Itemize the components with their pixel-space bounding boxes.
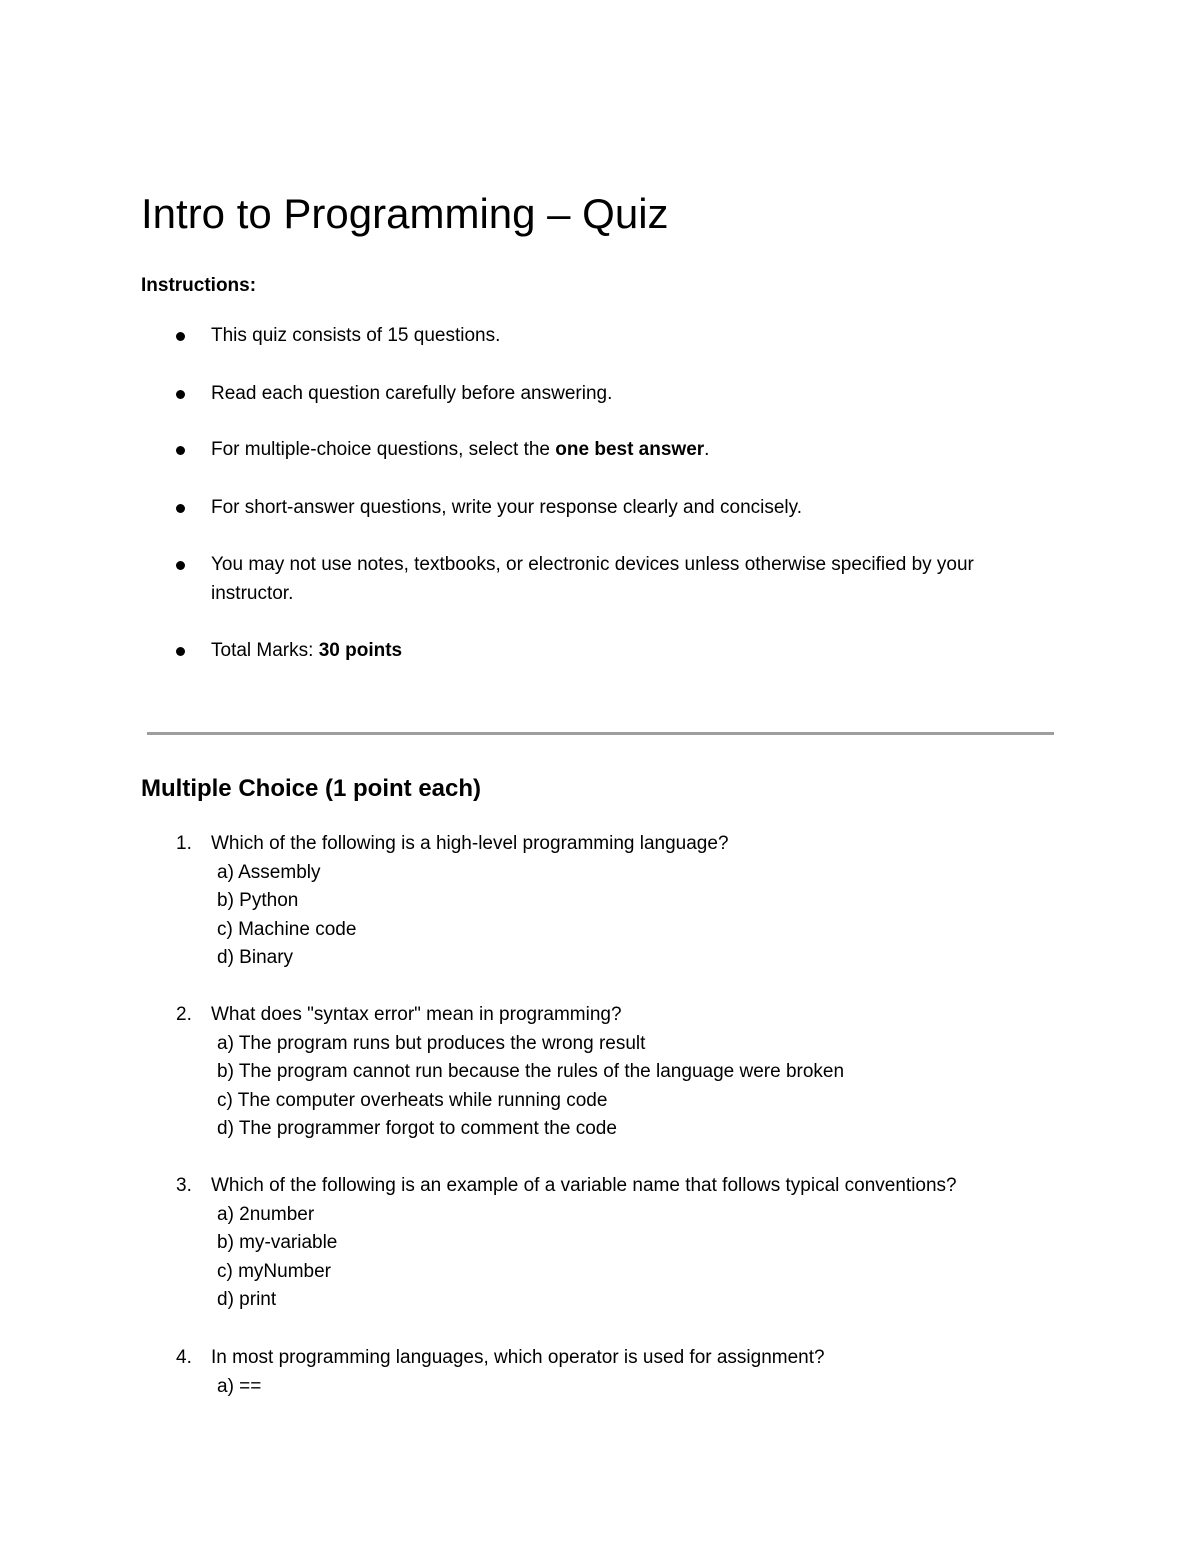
answer-option: d) Binary [217,947,294,969]
instruction-item [176,380,1056,409]
question-text: In most programming languages, which operator is used for assignment? [211,1347,825,1368]
answer-options [170,1030,1070,1144]
bullet-dot-icon [176,504,185,513]
answer-option: a) The program runs but produces the wrong result [217,1032,646,1054]
question-item [170,1001,1070,1144]
question-text: Which of the following is an example of a variable name that follows typical conventions? [211,1175,957,1196]
question-number: 3. [176,1175,192,1196]
answer-option: a) == [217,1375,262,1397]
instruction-item [176,494,1056,523]
answer-option: b) Python [217,890,299,912]
section-divider [147,732,1054,735]
instruction-text-part: . [704,439,710,460]
instruction-text-part: Total Marks: [211,640,319,661]
answer-option: d) The programmer forgot to comment the code [217,1118,617,1140]
instruction-item [176,322,1056,351]
question-text: What does "syntax error" mean in programming? [211,1004,622,1025]
section-heading: Multiple Choice (1 point each) [141,775,482,802]
instruction-text-part: You may not use notes, textbooks, or electronic devices unless otherwise specified by your instructor. [211,554,974,604]
question-item [170,1172,1070,1315]
instruction-text-part: This quiz consists of 15 questions. [211,325,501,346]
answer-option: b) The program cannot run because the rules of the language were broken [217,1061,845,1083]
answer-options [170,1373,1070,1402]
instruction-text [211,637,1056,666]
instruction-item [176,637,1056,666]
answer-option: a) Assembly [217,861,321,883]
answer-option: c) The computer overheats while running code [217,1089,608,1111]
instruction-text [211,380,1056,409]
instruction-item [176,551,1056,608]
instruction-text [211,551,1056,608]
bullet-dot-icon [176,561,185,570]
bullet-dot-icon [176,446,185,455]
answer-options [170,1201,1070,1315]
instructions-heading: Instructions: [141,275,257,296]
question-number: 2. [176,1004,192,1025]
answer-options [170,859,1070,973]
instruction-text [211,322,1056,351]
bullet-dot-icon [176,647,185,656]
page-title: Intro to Programming – Quiz [141,190,669,237]
bullet-dot-icon [176,390,185,399]
instruction-text [211,494,1056,523]
answer-option: c) myNumber [217,1260,332,1282]
answer-option: d) print [217,1289,277,1311]
instruction-text-part: Read each question carefully before answering. [211,383,613,404]
instruction-text-part: For multiple-choice questions, select the [211,439,556,460]
answer-option: a) 2number [217,1203,315,1225]
answer-option: b) my-variable [217,1232,338,1254]
instruction-emphasis: one best answer [555,439,705,460]
question-text: Which of the following is a high-level programming language? [211,833,729,854]
total-marks-value: 30 points [318,640,403,661]
instruction-item [176,436,1056,465]
question-number: 4. [176,1347,192,1368]
instruction-text [211,436,1056,465]
question-item [170,1344,1070,1401]
bullet-dot-icon [176,332,185,341]
question-item [170,830,1070,973]
instruction-text-part: For short-answer questions, write your response clearly and concisely. [211,497,803,518]
question-number: 1. [176,833,192,854]
answer-option: c) Machine code [217,918,357,940]
